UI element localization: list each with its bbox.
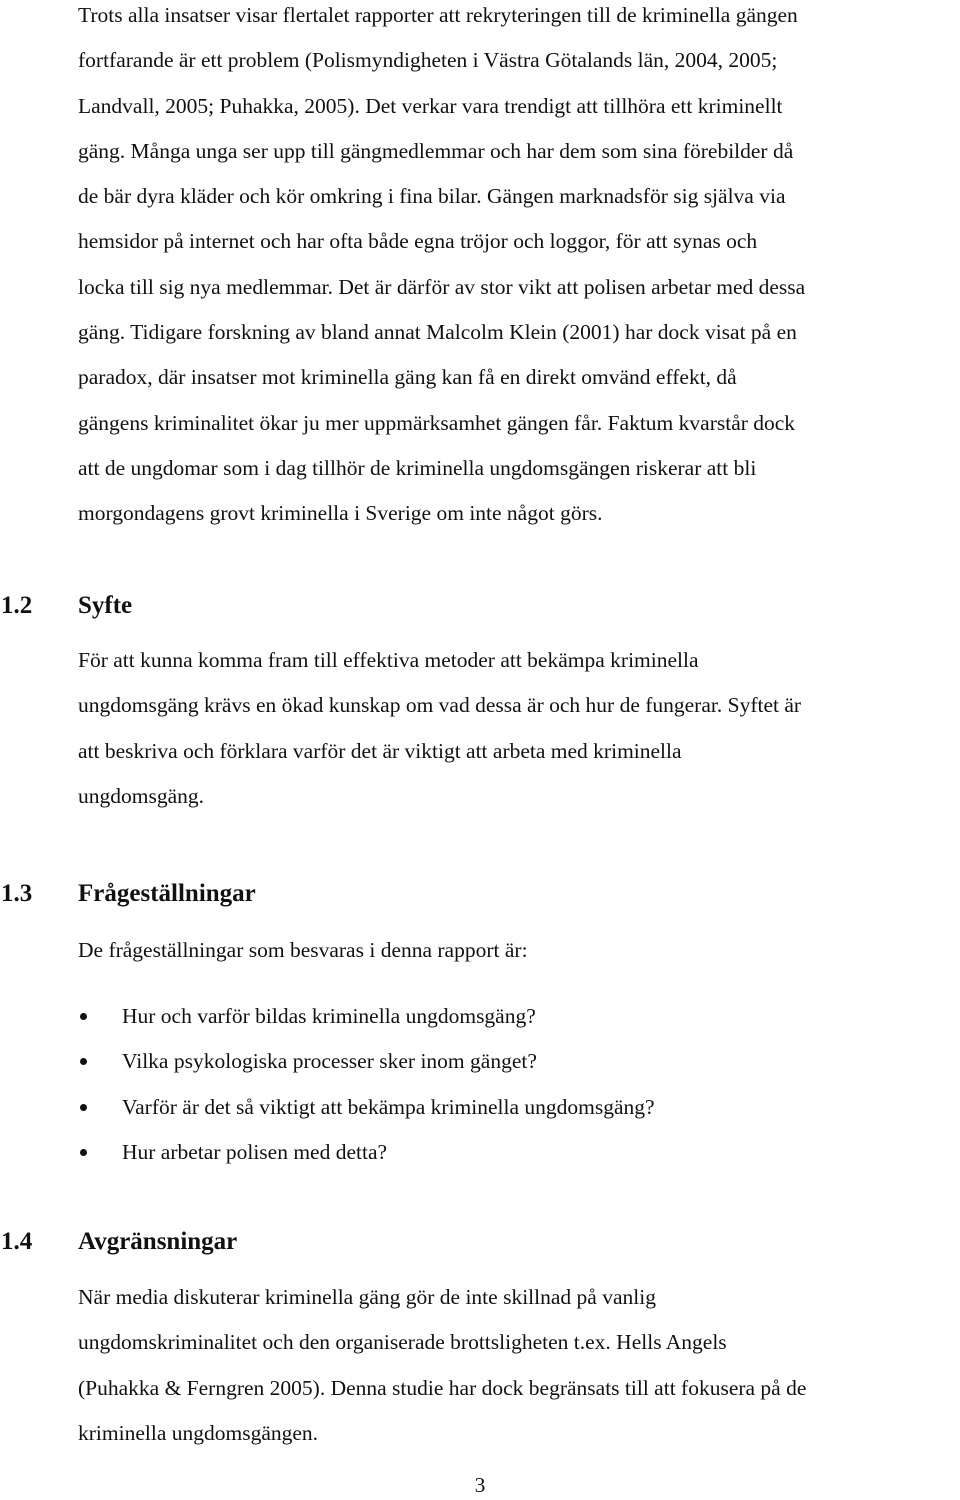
- text-line: fortfarande är ett problem (Polismyndigheten i Västra Götalands län, 2004, 2005;: [78, 48, 778, 73]
- text-line: ungdomsgäng krävs en ökad kunskap om vad dessa är och hur de fungerar. Syftet är: [78, 693, 802, 718]
- question-list: [0, 994, 960, 1175]
- list-item-text: Vilka psykologiska processer sker inom gänget?: [122, 1049, 537, 1074]
- list-item: [0, 1130, 960, 1175]
- list-item-text: Hur och varför bildas kriminella ungdomsgäng?: [122, 1004, 536, 1028]
- text-line: hemsidor på internet och har ofta både egna tröjor och loggor, för att synas och: [78, 229, 758, 254]
- text-line: Trots alla insatser visar flertalet rapporter att rekryteringen till de kriminella gängen: [78, 3, 798, 27]
- text-line: att beskriva och förklara varför det är viktigt att arbeta med kriminella: [78, 738, 682, 763]
- text-line: (Puhakka & Ferngren 2005). Denna studie har dock begränsats till att fokusera på de: [78, 1375, 807, 1400]
- bullet-icon: [80, 1058, 87, 1065]
- section-number: 1.2: [1, 592, 33, 619]
- text-line: morgondagens grovt kriminella i Sverige om inte något görs.: [78, 501, 603, 526]
- text-line: att de ungdomar som i dag tillhör de kriminella ungdomsgängen riskerar att bli: [78, 455, 757, 480]
- list-item: [0, 1085, 960, 1130]
- fragestallningar-intro: [78, 928, 960, 973]
- text-line: gäng. Många unga ser upp till gängmedlemmar och har dem som sina förebilder då: [78, 138, 794, 163]
- text-line: ungdomsgäng.: [78, 783, 205, 808]
- section-number: 1.4: [1, 1228, 33, 1255]
- list-item-text: Hur arbetar polisen med detta?: [122, 1139, 388, 1164]
- list-item: [0, 994, 960, 1039]
- text-line: gängens kriminalitet ökar ju mer uppmärksamhet gängen får. Faktum kvarstår dock: [78, 410, 796, 435]
- text-line: kriminella ungdomsgängen.: [78, 1420, 319, 1445]
- page-number: 3: [474, 1473, 486, 1497]
- section-title: Syfte: [78, 592, 133, 619]
- bullet-icon: [80, 1149, 87, 1156]
- syfte-paragraph: [78, 638, 960, 819]
- text-line: paradox, där insatser mot kriminella gäng kan få en direkt omvänd effekt, då: [78, 365, 737, 390]
- section-number: 1.3: [1, 880, 33, 907]
- section-title: Frågeställningar: [78, 880, 256, 907]
- text-line: gäng. Tidigare forskning av bland annat Malcolm Klein (2001) har dock visat på en: [78, 320, 797, 345]
- text-line: de bär dyra kläder och kör omkring i fina bilar. Gängen marknadsför sig själva via: [78, 184, 786, 209]
- text-line: De frågeställningar som besvaras i denna rapport är:: [78, 938, 528, 962]
- avgransningar-paragraph: [78, 1275, 960, 1456]
- list-item-text: Varför är det så viktigt att bekämpa kriminella ungdomsgäng?: [122, 1094, 655, 1119]
- text-line: När media diskuterar kriminella gäng gör de inte skillnad på vanlig: [78, 1285, 656, 1309]
- text-line: Landvall, 2005; Puhakka, 2005). Det verkar vara trendigt att tillhöra ett kriminellt: [78, 93, 783, 118]
- text-line: locka till sig nya medlemmar. Det är därför av stor vikt att polisen arbetar med dessa: [78, 274, 806, 299]
- intro-paragraph: [78, 0, 960, 537]
- text-line: ungdomskriminalitet och den organiserade brottsligheten t.ex. Hells Angels: [78, 1330, 727, 1355]
- bullet-icon: [80, 1013, 87, 1020]
- list-item: [0, 1039, 960, 1084]
- text-line: För att kunna komma fram till effektiva metoder att bekämpa kriminella: [78, 648, 699, 672]
- bullet-icon: [80, 1104, 87, 1111]
- section-title: Avgränsningar: [78, 1228, 238, 1255]
